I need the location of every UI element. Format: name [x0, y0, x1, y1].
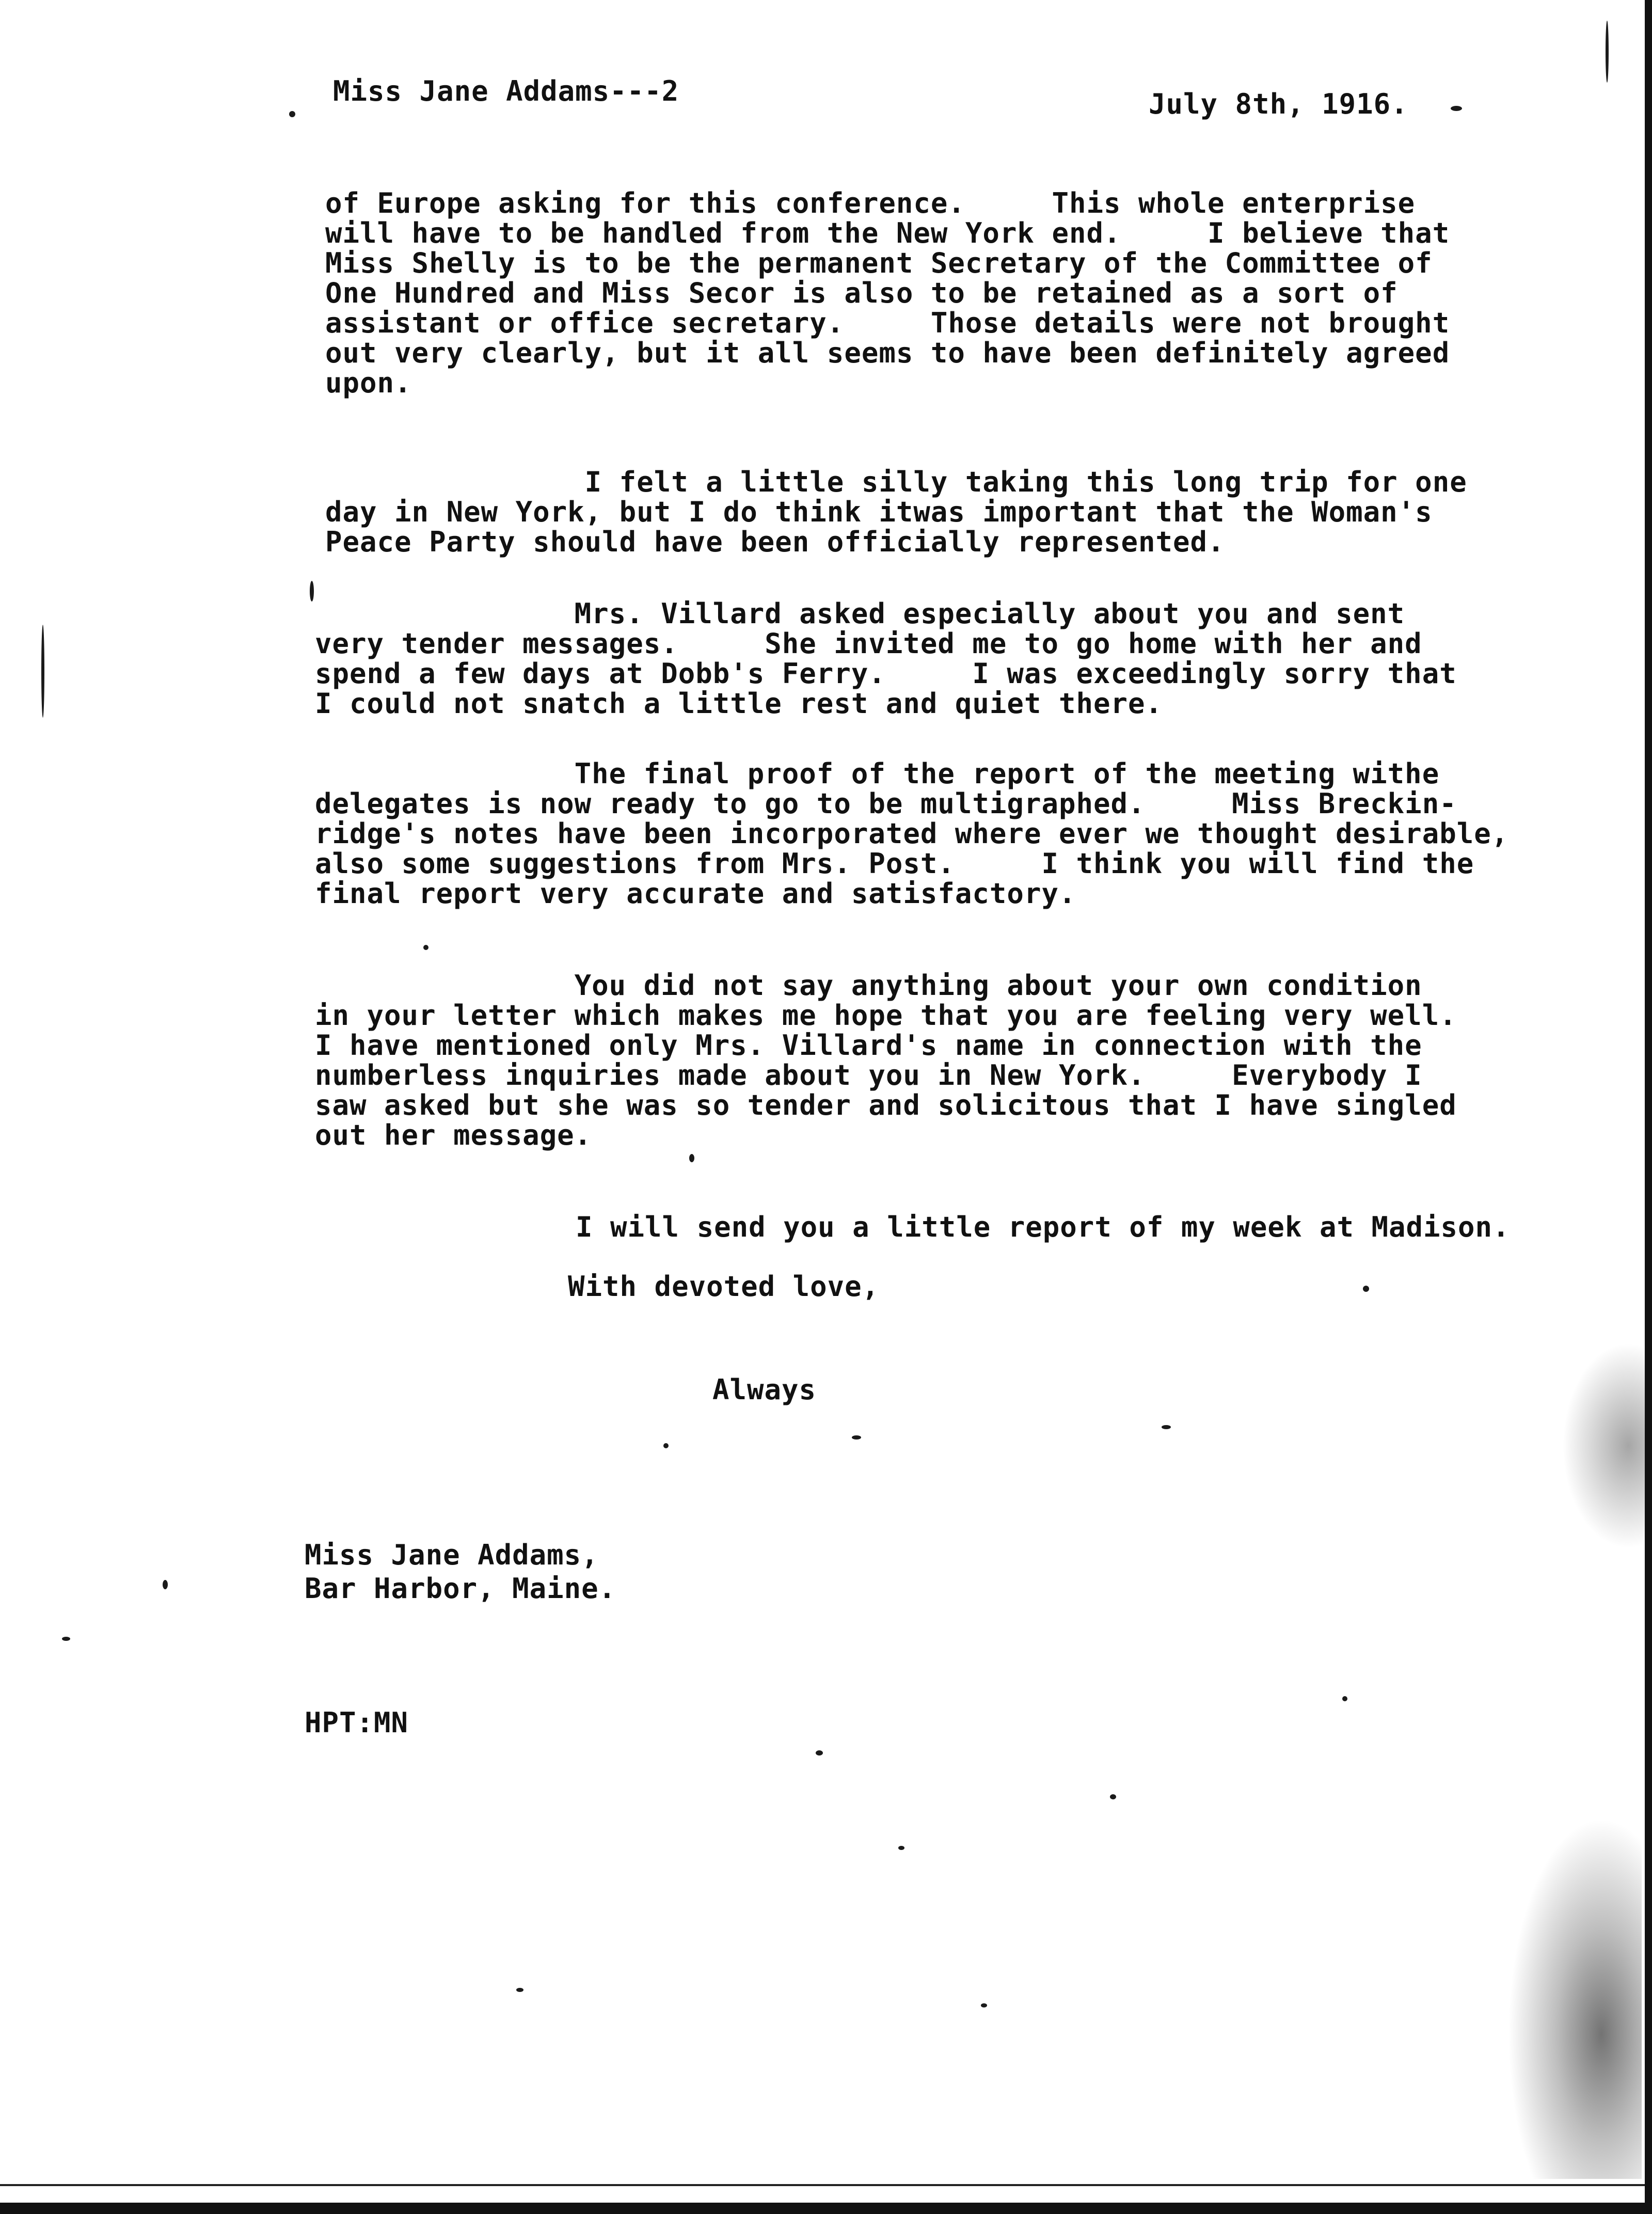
scan-speck	[663, 1443, 669, 1448]
scan-speck	[1451, 106, 1462, 111]
letter-date: July 8th, 1916.	[1149, 88, 1408, 120]
scan-speck	[898, 1846, 904, 1850]
scan-edge-right	[1645, 0, 1652, 2214]
paragraph-5: You did not say anything about your own condition in your letter which makes me hope that you are feeling very well. I have mentioned only Mrs. Villard's name in connection with the numberless inquiries made about you in New York. Everybody I saw asked but she was so tender and solicitous that I have singled out her message.	[315, 969, 1457, 1151]
scan-speck	[289, 111, 295, 117]
scan-speck	[41, 625, 44, 718]
scan-speck	[1162, 1425, 1171, 1429]
scan-stain-upper	[1562, 1342, 1645, 1549]
scan-speck	[310, 581, 314, 602]
address-name: Miss Jane Addams,	[305, 1539, 599, 1571]
closing-signoff: Always	[712, 1373, 817, 1406]
scan-speck	[816, 1750, 823, 1756]
scan-speck	[516, 1988, 523, 1992]
scan-speck	[1363, 1286, 1369, 1292]
closing-salutation: With devoted love,	[568, 1270, 880, 1303]
typist-initials: HPT:MN	[305, 1706, 409, 1739]
scan-speck	[62, 1637, 70, 1641]
scan-speck	[981, 2003, 987, 2007]
scan-speck	[1606, 21, 1609, 83]
paragraph-3: Mrs. Villard asked especially about you and sent very tender messages. She invited me to go home with her and spend a few days at Dobb's Ferry. I was exceedingly sorry that I could not snatch a little rest and quiet there.	[315, 597, 1457, 720]
closing-line: I will send you a little report of my week at Madison.	[576, 1211, 1510, 1243]
scan-edge-rule	[0, 2184, 1645, 2186]
paragraph-4: The final proof of the report of the meeting withe delegates is now ready to go to be multigraphed. Miss Breckin- ridge's notes have been incorporated where ever we thought desirable, also some suggestions from Mrs. Post. I think you will find the final report very accurate and satisfactory.	[315, 757, 1509, 910]
paragraph-1: of Europe asking for this conference. This whole enterprise will have to be handled from the New York end. I believe that Miss Shelly is to be the permanent Secretary of the Committee of One Hundred and Miss Secor is also to be retained as a sort of assistant or office secretary. Those details were not brought out very clearly, but it all seems to have been definitely agreed upon.	[325, 187, 1450, 399]
page-header-recipient: Miss Jane Addams---2	[333, 75, 679, 107]
scan-speck	[852, 1435, 861, 1440]
scan-speck	[689, 1154, 694, 1162]
scan-speck	[1342, 1696, 1347, 1701]
scan-stain	[1507, 1817, 1642, 2179]
scan-speck	[423, 945, 428, 950]
scan-edge-bottom	[0, 2203, 1652, 2214]
paragraph-2: I felt a little silly taking this long trip for one day in New York, but I do think itwas important that the Woman's Peace Party should have been officially represented.	[325, 466, 1467, 558]
scan-speck	[163, 1580, 168, 1589]
address-place: Bar Harbor, Maine.	[305, 1572, 616, 1605]
scan-speck	[1110, 1794, 1116, 1799]
